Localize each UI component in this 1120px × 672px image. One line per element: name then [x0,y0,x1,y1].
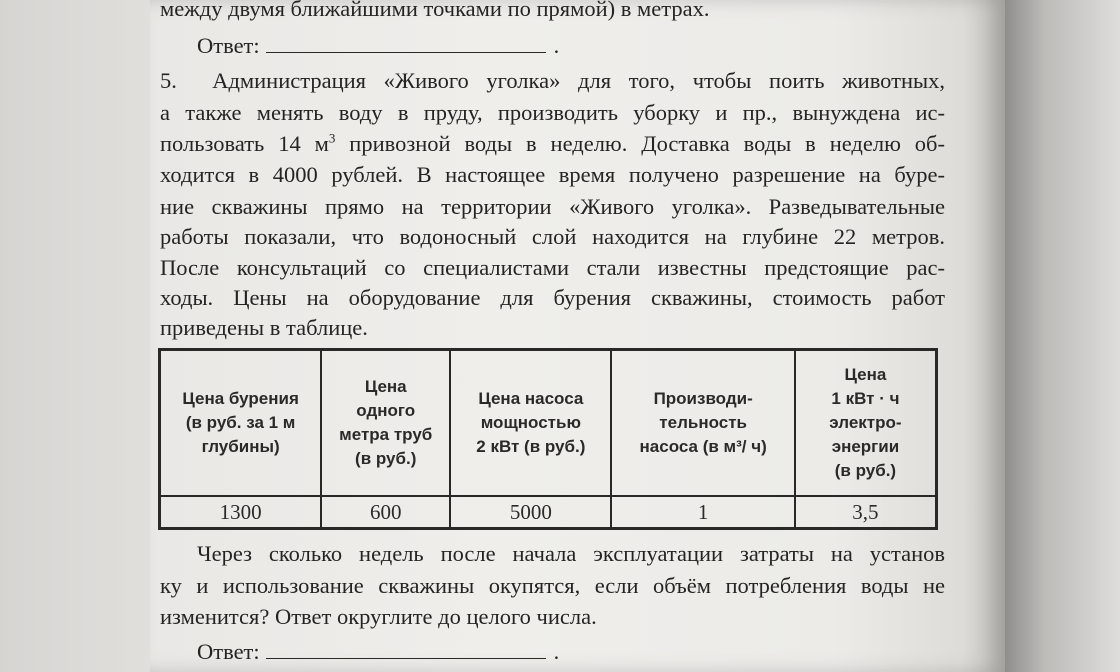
question-line-2: ку и использование скважины окупятся, если объём потребления воды не [160,573,945,598]
problem-line-3 [160,129,945,159]
background-left [0,0,150,672]
problem-line-1-text: Администрация «Живого уголка» для того, чтобы поить животных, [212,68,945,93]
previous-problem-text: между двумя ближайшими точками по прямой) в метрах. [160,0,710,21]
answer-row-previous [197,30,559,61]
question-line-3: изменится? Ответ округлите до целого числа. [160,604,597,629]
answer-dot: . [553,33,560,58]
problem-line-7: После консультаций со специалистами стали известны предстоящие рас- [160,255,945,280]
prices-table [158,348,938,530]
problem-line-3-end: привозной воды в неделю. Доставка воды в неделю об- [335,131,945,156]
header-drilling-price: Цена бурения (в руб. за 1 м глубины) [160,350,322,497]
problem-line-4: ходится в 4000 рублей. В настоящее время получено разрешение на буре- [160,162,945,187]
header-pump-capacity: Производи- тельность насоса (в м³/ ч) [611,350,794,497]
problem-line-2: а также менять воду в пруду, производить уборку и пр., вынуждена ис- [160,100,945,125]
answer-label-2: Ответ: [197,639,260,664]
answer-dot-2: . [553,639,560,664]
answer-label: Ответ: [197,33,260,58]
answer-row-problem-5 [197,636,559,667]
problem-line-6: работы показали, что водоносный слой находится на глубине 22 метров. [160,224,945,249]
value-drilling-price: 1300 [160,496,322,529]
value-pipe-price: 600 [321,496,450,529]
problem-line-1 [160,66,945,96]
question-line-1: Через сколько недель после начала эксплуатации затраты на установ [197,541,945,566]
background-right [1005,0,1120,672]
header-pipe-price: Цена одного метра труб (в руб.) [321,350,450,497]
table-values-row [160,496,937,529]
value-electricity-price: 3,5 [795,496,937,529]
problem-number: 5. [160,68,177,93]
problem-line-3-start: пользовать 14 м [160,131,329,156]
table-header-row [160,350,937,497]
superscript-3: 3 [328,130,336,146]
answer-blank-problem-5[interactable] [266,636,546,659]
problem-line-5: ние скважины прямо на территории «Живого уголка». Разведывательные [160,194,945,219]
value-pump-price: 5000 [450,496,611,529]
problem-line-9: приведены в таблице. [160,315,368,340]
header-electricity-price: Цена 1 кВт · ч электро- энергии (в руб.) [795,350,937,497]
value-pump-capacity: 1 [611,496,794,529]
header-pump-price: Цена насоса мощностью 2 кВт (в руб.) [450,350,611,497]
answer-blank-previous[interactable] [266,30,546,53]
problem-line-8: ходы. Цены на оборудование для бурения скважины, стоимость работ [160,285,945,310]
